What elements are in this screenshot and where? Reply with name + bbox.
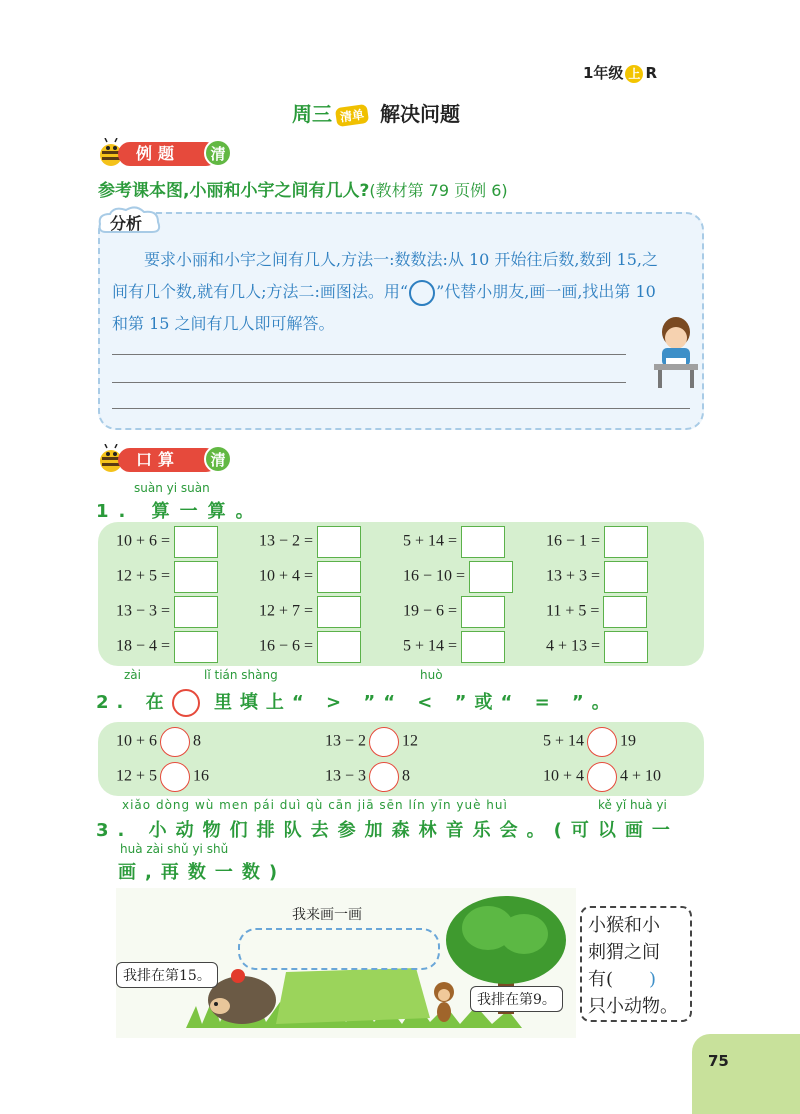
grade-text: 1年级 (583, 64, 624, 82)
calc-item (546, 631, 648, 663)
calc-expr: 13 − 2 = (259, 532, 314, 550)
compare-item (325, 762, 410, 792)
compare-item (543, 727, 636, 757)
calc-expr: 5 + 14 = (403, 532, 458, 550)
circle-symbol-icon (409, 280, 435, 306)
answer-box[interactable] (317, 596, 361, 628)
calc-item (403, 631, 505, 663)
q3-heading (96, 816, 679, 842)
answer-box[interactable] (317, 561, 361, 593)
compare-left: 10 + 4 (543, 767, 585, 785)
oral-qing-badge: 清 (204, 445, 232, 473)
title-topic: 解决问题 (380, 102, 461, 126)
compare-circle[interactable] (369, 762, 399, 792)
side-line-2: 刺猬之间 (588, 942, 660, 963)
q2-pinyin-huo: huò (420, 668, 443, 682)
calc-expr: 10 + 4 = (259, 567, 314, 585)
q3-pinyin-3: huà zài shǔ yi shǔ (120, 842, 229, 856)
example-source: (教材第 79 页例 6) (369, 181, 508, 200)
calc-expr: 13 − 3 = (116, 602, 171, 620)
oral-label: 口算 (118, 448, 218, 472)
calc-item (403, 596, 505, 628)
analysis-text-part1: 要求小丽和小宇之间有几人,方法一:数数法:从 10 开始往后数,数到 15,之间有几个数,就有几人;方法二:画图法。用“ (112, 250, 659, 301)
compare-item (116, 762, 209, 792)
title-day: 周三 (292, 102, 332, 126)
q3-number: 3. (96, 820, 134, 841)
calc-expr: 16 − 6 = (259, 637, 314, 655)
calc-item (116, 631, 218, 663)
compare-right: 8 (402, 767, 411, 785)
answer-box[interactable] (604, 561, 648, 593)
calc-expr: 13 + 3 = (546, 567, 601, 585)
answer-box[interactable] (469, 561, 513, 593)
answer-box[interactable] (461, 631, 505, 663)
calc-expr: 11 + 5 = (546, 602, 600, 620)
answer-side-box (580, 906, 692, 1022)
compare-right: 19 (620, 732, 637, 750)
example-question-text: 参考课本图,小丽和小宇之间有几人? (98, 181, 370, 201)
calc-item (546, 561, 648, 593)
calc-expr: 12 + 7 = (259, 602, 314, 620)
compare-left: 10 + 6 (116, 732, 158, 750)
edition-text: R (645, 64, 657, 82)
side-line-3-start: 有( (588, 969, 614, 990)
title-badge: 清单 (335, 104, 369, 127)
compare-right: 8 (193, 732, 202, 750)
answer-line[interactable] (112, 382, 626, 383)
calc-item (546, 596, 647, 628)
q2-text-2: 里填上“ > ”“ < ”或“ = ”。 (213, 692, 618, 713)
q2-heading (96, 688, 618, 717)
q1-pinyin: suàn yi suàn (134, 481, 210, 495)
q1-heading (96, 497, 264, 523)
compare-right: 16 (193, 767, 210, 785)
example-section-label (96, 138, 236, 166)
example-label: 例题 (118, 142, 218, 166)
q3-pinyin-1: xiǎo dòng wù men pái duì qù cān jiā sēn lín yīn yuè huì (122, 798, 508, 812)
answer-blank[interactable] (613, 969, 649, 990)
side-line-3-end: ) (649, 969, 657, 990)
calc-expr: 16 − 10 = (403, 567, 466, 585)
drawing-area[interactable] (238, 928, 440, 970)
grade-mark: 上 (625, 65, 643, 83)
compare-left: 12 + 5 (116, 767, 158, 785)
compare-circle[interactable] (160, 762, 190, 792)
draw-prompt: 我来画一画 (292, 907, 362, 923)
calc-expr: 19 − 6 = (403, 602, 458, 620)
hedgehog-speech: 我排在第15。 (116, 962, 218, 988)
q2-number: 2. (96, 692, 132, 713)
q3-line-2: 画,再数一数) (118, 862, 287, 883)
q3-pinyin-2: kě yǐ huà yi (598, 798, 667, 812)
grade-label (583, 62, 657, 83)
q2-text-1: 在 (145, 692, 172, 713)
calc-item (546, 526, 648, 558)
calc-item (259, 526, 361, 558)
q1-number: 1. (96, 501, 136, 522)
answer-box[interactable] (604, 526, 648, 558)
compare-circle[interactable] (587, 727, 617, 757)
q1-title: 算一算。 (151, 501, 264, 522)
compare-left: 13 − 2 (325, 732, 367, 750)
side-line-3 (588, 966, 684, 993)
compare-left: 13 − 3 (325, 767, 367, 785)
compare-circle[interactable] (587, 762, 617, 792)
calc-item (259, 561, 361, 593)
example-qing-badge: 清 (204, 139, 232, 167)
calc-expr: 4 + 13 = (546, 637, 601, 655)
analysis-tag-label: 分析 (110, 214, 143, 233)
compare-item (325, 727, 418, 757)
answer-box[interactable] (604, 631, 648, 663)
page-number: 75 (708, 1052, 729, 1070)
calc-item (116, 561, 218, 593)
compare-item (543, 762, 661, 792)
page-number-tab (692, 1034, 800, 1114)
oral-section-label (96, 444, 236, 472)
side-line-1: 小猴和小 (588, 915, 660, 936)
calc-item (116, 596, 218, 628)
compare-left: 5 + 14 (543, 732, 585, 750)
answer-box[interactable] (603, 596, 647, 628)
q2-pinyin-zai: zài (124, 668, 141, 682)
example-question (98, 176, 508, 201)
student-illustration (648, 314, 704, 390)
page-title (292, 98, 460, 127)
compare-circle[interactable] (160, 727, 190, 757)
calc-expr: 12 + 5 = (116, 567, 171, 585)
answer-box[interactable] (317, 631, 361, 663)
side-line-4: 只小动物。 (588, 996, 678, 1017)
answer-box[interactable] (461, 526, 505, 558)
compare-right: 4 + 10 (620, 767, 662, 785)
analysis-text-part2: ”代替小朋友,画一画,找出第 10 和第 15 之间有几人即可解答。 (112, 282, 656, 333)
analysis-text (112, 244, 672, 340)
calc-item (259, 631, 361, 663)
calc-expr: 5 + 14 = (403, 637, 458, 655)
answer-box[interactable] (174, 631, 218, 663)
calc-item (403, 526, 505, 558)
answer-line[interactable] (112, 408, 690, 409)
answer-box[interactable] (174, 526, 218, 558)
q2-pinyin-li: lǐ tián shàng (204, 668, 278, 682)
calc-item (259, 596, 361, 628)
compare-circle[interactable] (369, 727, 399, 757)
calc-item (116, 526, 218, 558)
answer-box[interactable] (174, 561, 218, 593)
calc-expr: 18 − 4 = (116, 637, 171, 655)
calc-expr: 16 − 1 = (546, 532, 601, 550)
compare-right: 12 (402, 732, 419, 750)
calc-item (403, 561, 513, 593)
monkey-speech: 我排在第9。 (470, 986, 563, 1012)
q3-line-1: 小动物们排队去参加森林音乐会。(可以画一 (148, 820, 679, 841)
calc-expr: 10 + 6 = (116, 532, 171, 550)
compare-item (116, 727, 201, 757)
answer-line[interactable] (112, 354, 626, 355)
answer-box[interactable] (317, 526, 361, 558)
answer-box[interactable] (461, 596, 505, 628)
answer-box[interactable] (174, 596, 218, 628)
red-circle-icon (172, 689, 200, 717)
